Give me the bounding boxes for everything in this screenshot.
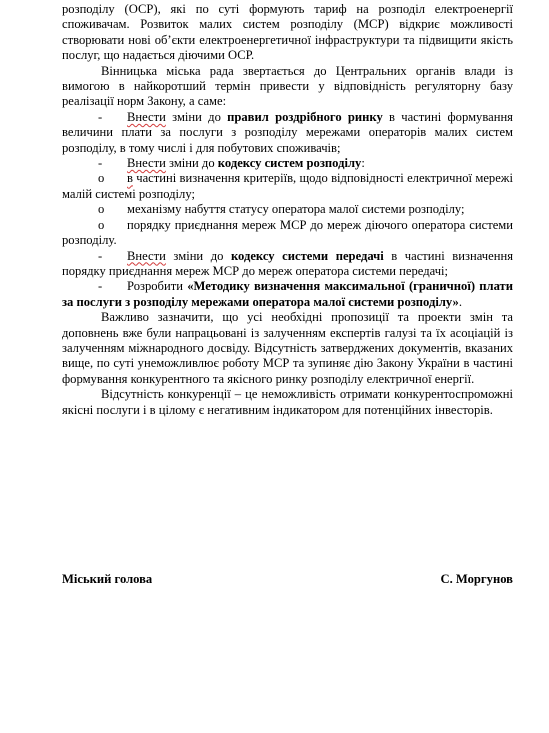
list-marker: o — [98, 202, 105, 217]
list-marker: - — [98, 279, 103, 294]
paragraph-proposals: Важливо зазначити, що усі необхідні пропозиції та проекти змін та доповнень вже були напрацьовані із залученням експертів галузі та їх асоціацій із залученням міжнародного досвіду. Відсутність затверджених документів, вказаних вище, по суті унеможливлює роботу МСР та зупиняє дію Закону України в частині формування конкурентного та якісного ринку розподілу електричної енергії. — [62, 310, 513, 386]
spell-flagged-word: Внести — [127, 248, 166, 263]
spell-flagged-word: в — [127, 171, 133, 186]
list-marker: o — [98, 217, 105, 232]
sublist-item-criteria: o в частині визначення критеріїв, щодо відповідності електричної мережі малій системі розподілу; — [62, 171, 513, 201]
bold-term: кодексу систем розподілу — [217, 156, 362, 171]
bold-term: правил роздрібного ринку — [227, 109, 383, 124]
paragraph-appeal: Вінницька міська рада звертається до Центральних органів влади із вимогою в найкоротший термін привести у відповідність регуляторну базу реалізації норм Закону, а саме: — [62, 63, 513, 109]
list-item-retail-rules: - Внести зміни до правил роздрібного ринку в частині формування величини плати за послуги з розподілу мережами операторів малих систем розподілу, в тому числі і для побутових споживачів; — [62, 109, 513, 155]
sublist-item-status: o механізму набуття статусу оператора малої системи розподілу; — [98, 202, 465, 217]
signer-name: С. Моргунов — [440, 572, 513, 586]
list-marker: - — [98, 109, 103, 124]
paragraph-competition: Відсутність конкуренції – це неможливість отримати конкурентоспроможні якісні послуги і в цілому є негативним індикатором для потенційних інвесторів. — [62, 387, 513, 417]
list-item-transmission-code: - Внести зміни до кодексу системи передачі в частині визначення порядку приєднання мереж МСР до мереж оператора системи передачі; — [62, 248, 513, 278]
sublist-item-connection: o порядку приєднання мереж МСР до мереж діючого оператора системи розподілу. — [62, 217, 513, 248]
signer-title: Міський голова — [62, 572, 153, 586]
list-marker: - — [98, 156, 103, 171]
bold-term: кодексу системи передачі — [230, 248, 384, 263]
spell-flagged-word: Внести — [127, 109, 166, 124]
bold-term: «Методику визначення максимальної (граничної) плати за послуги з розподілу мережами оператора малої системи розподілу» — [62, 279, 513, 309]
spell-flagged-word: Внести — [127, 156, 166, 171]
list-marker: - — [98, 248, 103, 263]
list-marker: o — [98, 171, 105, 186]
list-item-methodology: - Розробити «Методику визначення максимальної (граничної) плати за послуги з розподілу мережами оператора малої системи розподілу». — [62, 279, 513, 309]
list-item-distribution-code: - Внести зміни до кодексу систем розподілу: — [98, 156, 365, 171]
paragraph-osr: розподілу (ОСР), які по суті формують тариф на розподіл електроенергії споживачам. Розвиток малих систем розподілу (МСР) відкриє можливості створювати нові об’єкти електроенергетичної інфраструктури та підвищити якість послуг, що надається діючими ОСР. — [62, 2, 513, 63]
document-body — [62, 2, 513, 418]
